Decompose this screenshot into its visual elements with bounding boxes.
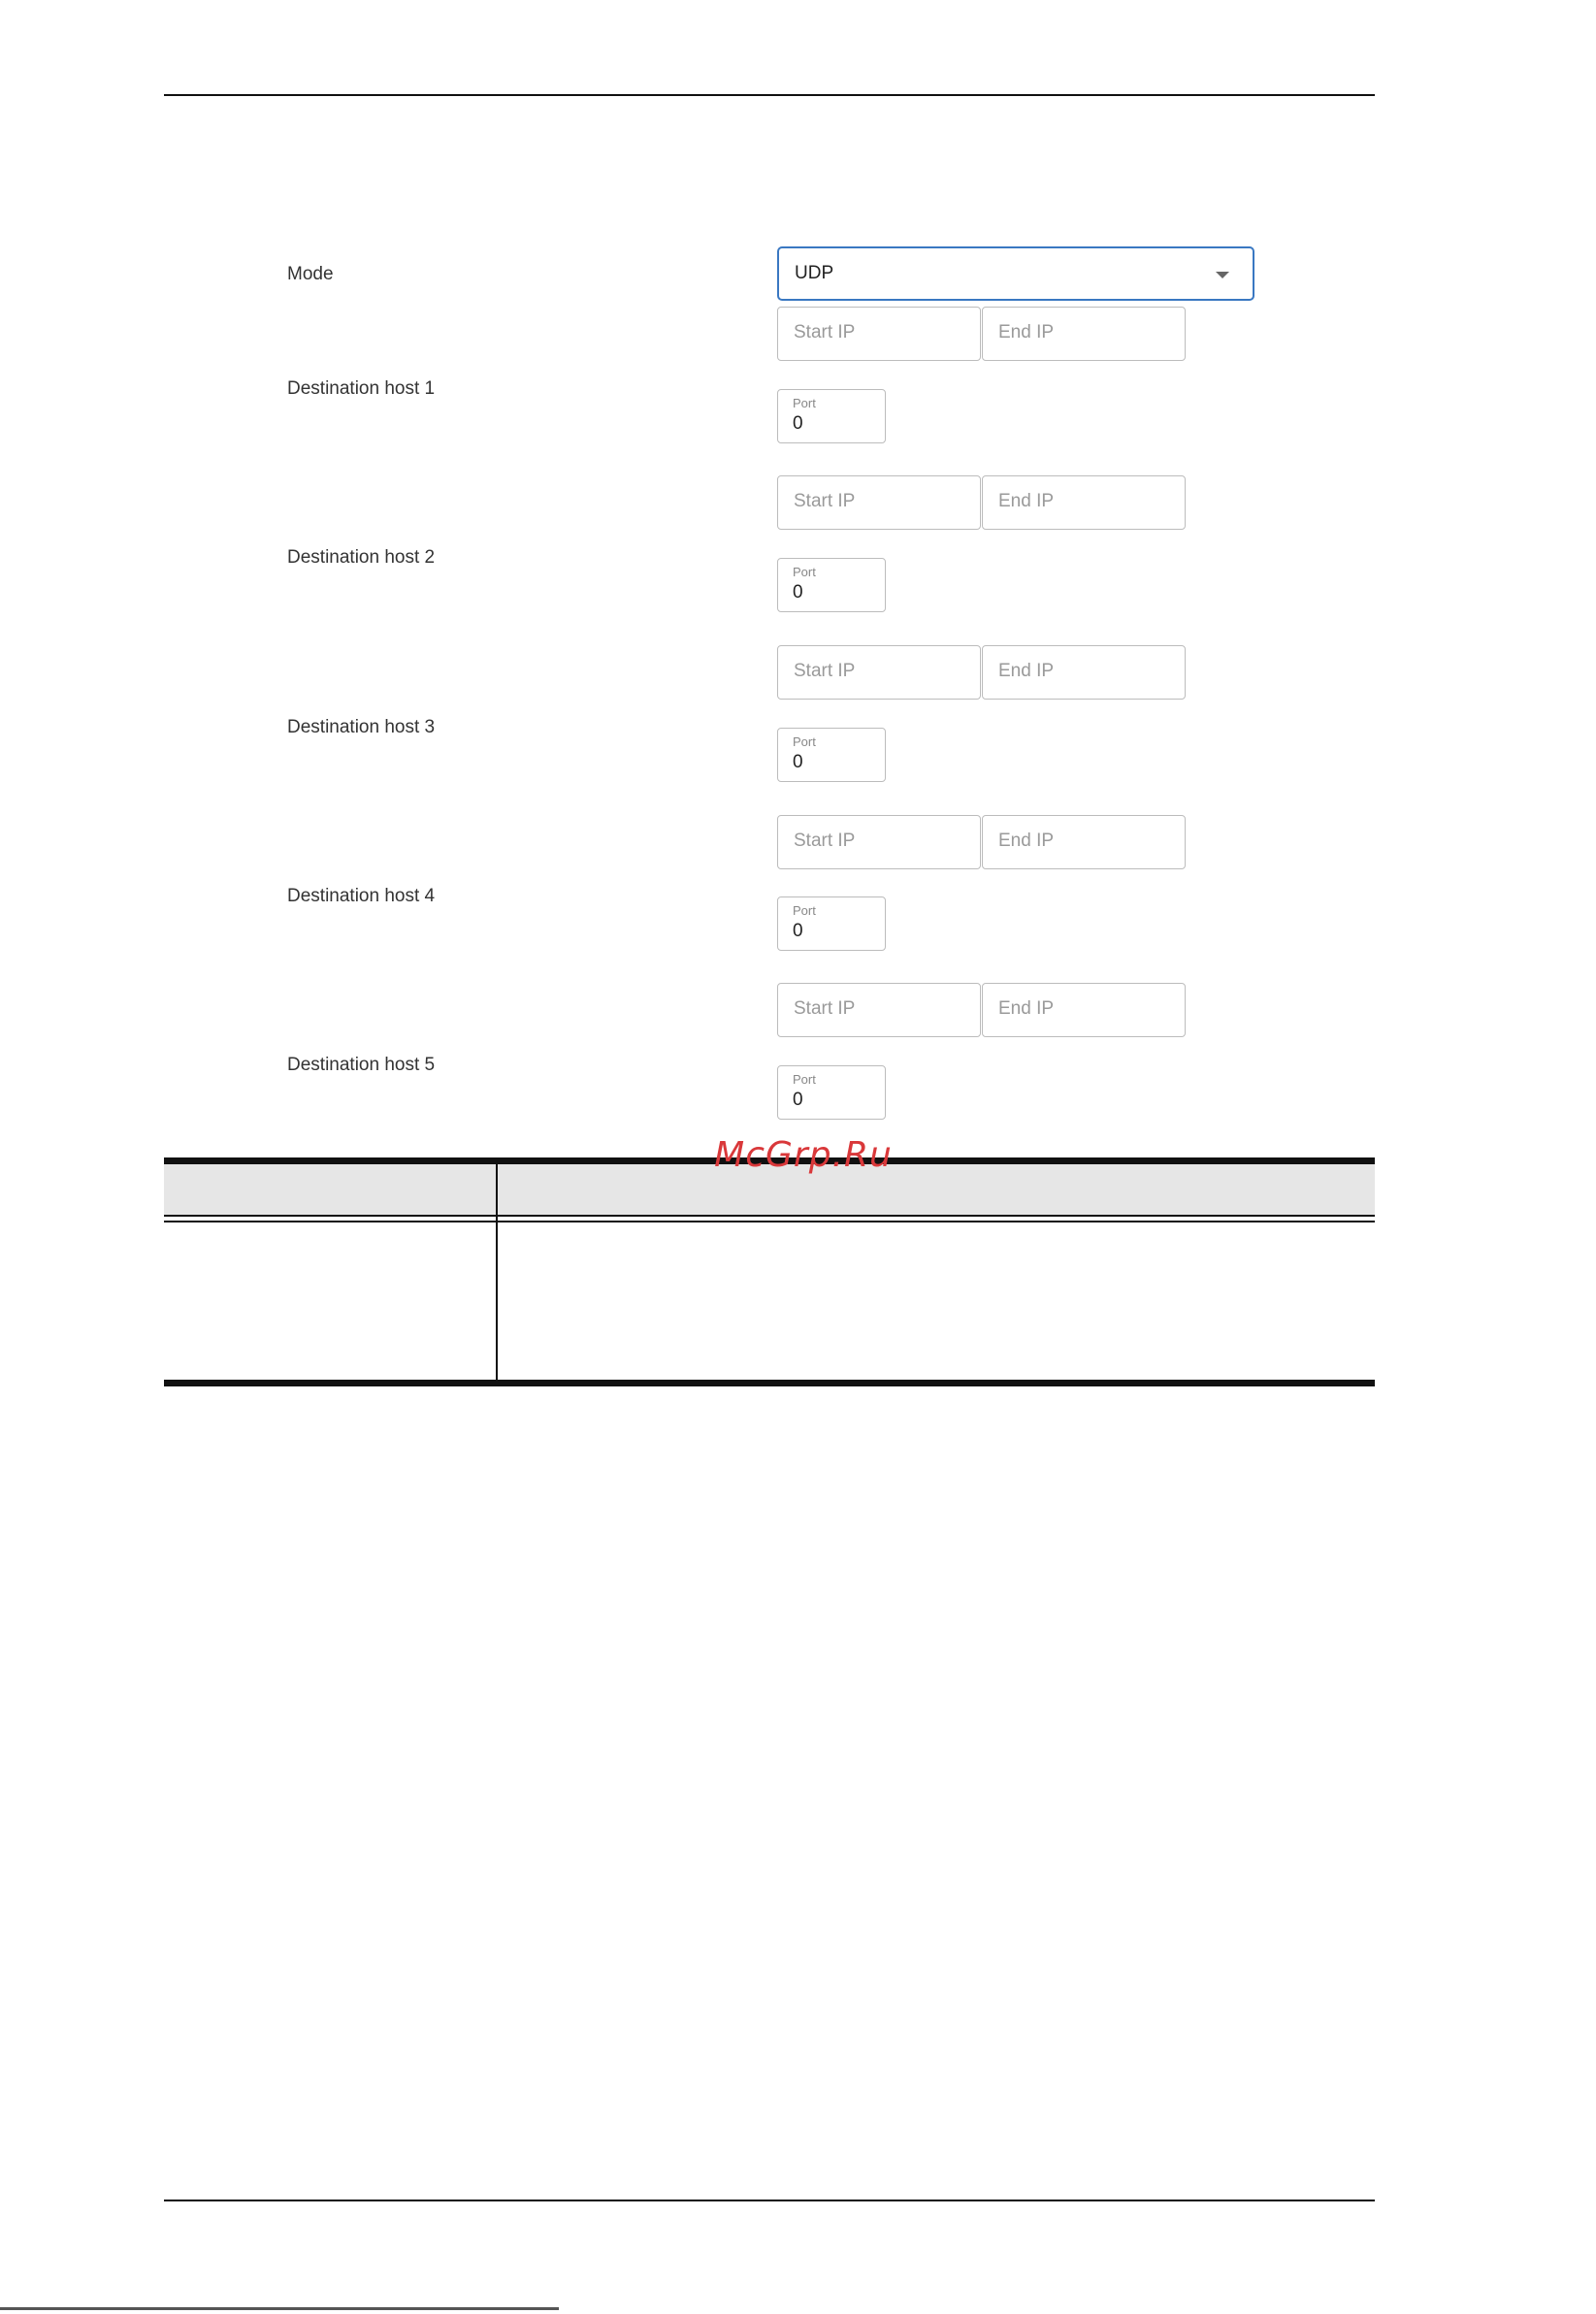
host-4-port-input[interactable]	[777, 896, 886, 951]
port-label: Port	[793, 1072, 816, 1087]
footer-bar	[0, 2307, 559, 2310]
mode-label: Mode	[287, 264, 334, 284]
port-value: 0	[793, 582, 803, 603]
host-2-port-input[interactable]	[777, 558, 886, 612]
table-header-divider-lower	[164, 1221, 1375, 1222]
table-bottom-border	[164, 1380, 1375, 1386]
end-ip-placeholder: End IP	[998, 831, 1055, 851]
host-1-port-input[interactable]	[777, 389, 886, 443]
bottom-rule	[164, 2200, 1375, 2201]
start-ip-placeholder: Start IP	[794, 998, 856, 1019]
start-ip-placeholder: Start IP	[794, 831, 856, 851]
port-label: Port	[793, 396, 816, 410]
host-3-port-input[interactable]	[777, 728, 886, 782]
port-value: 0	[793, 752, 803, 772]
host-3-start-ip-input[interactable]	[777, 645, 981, 700]
destination-host-3-label: Destination host 3	[287, 717, 436, 737]
host-5-start-ip-input[interactable]	[777, 983, 981, 1037]
ui-screenshot	[0, 0, 1596, 1145]
mode-select-value: UDP	[795, 263, 834, 283]
port-label: Port	[793, 565, 816, 579]
end-ip-placeholder: End IP	[998, 998, 1055, 1019]
chevron-down-icon	[1216, 272, 1229, 278]
host-1-end-ip-input[interactable]	[982, 307, 1186, 361]
table-column-divider	[496, 1164, 498, 1381]
end-ip-placeholder: End IP	[998, 661, 1055, 681]
host-1-start-ip-input[interactable]	[777, 307, 981, 361]
host-2-end-ip-input[interactable]	[982, 475, 1186, 530]
end-ip-placeholder: End IP	[998, 322, 1055, 342]
port-label: Port	[793, 734, 816, 749]
destination-host-5-label: Destination host 5	[287, 1055, 436, 1075]
destination-host-1-label: Destination host 1	[287, 378, 436, 399]
port-value: 0	[793, 1090, 803, 1110]
destination-host-2-label: Destination host 2	[287, 547, 436, 568]
port-value: 0	[793, 921, 803, 941]
table-header-divider	[164, 1215, 1375, 1217]
start-ip-placeholder: Start IP	[794, 661, 856, 681]
host-5-port-input[interactable]	[777, 1065, 886, 1120]
port-label: Port	[793, 903, 816, 918]
watermark: McGrp.Ru	[714, 1135, 893, 1175]
host-5-end-ip-input[interactable]	[982, 983, 1186, 1037]
host-3-end-ip-input[interactable]	[982, 645, 1186, 700]
port-value: 0	[793, 413, 803, 434]
host-4-start-ip-input[interactable]	[777, 815, 981, 869]
destination-host-4-label: Destination host 4	[287, 886, 436, 906]
host-2-start-ip-input[interactable]	[777, 475, 981, 530]
end-ip-placeholder: End IP	[998, 491, 1055, 511]
mode-select[interactable]	[777, 246, 1254, 301]
host-4-end-ip-input[interactable]	[982, 815, 1186, 869]
start-ip-placeholder: Start IP	[794, 322, 856, 342]
start-ip-placeholder: Start IP	[794, 491, 856, 511]
